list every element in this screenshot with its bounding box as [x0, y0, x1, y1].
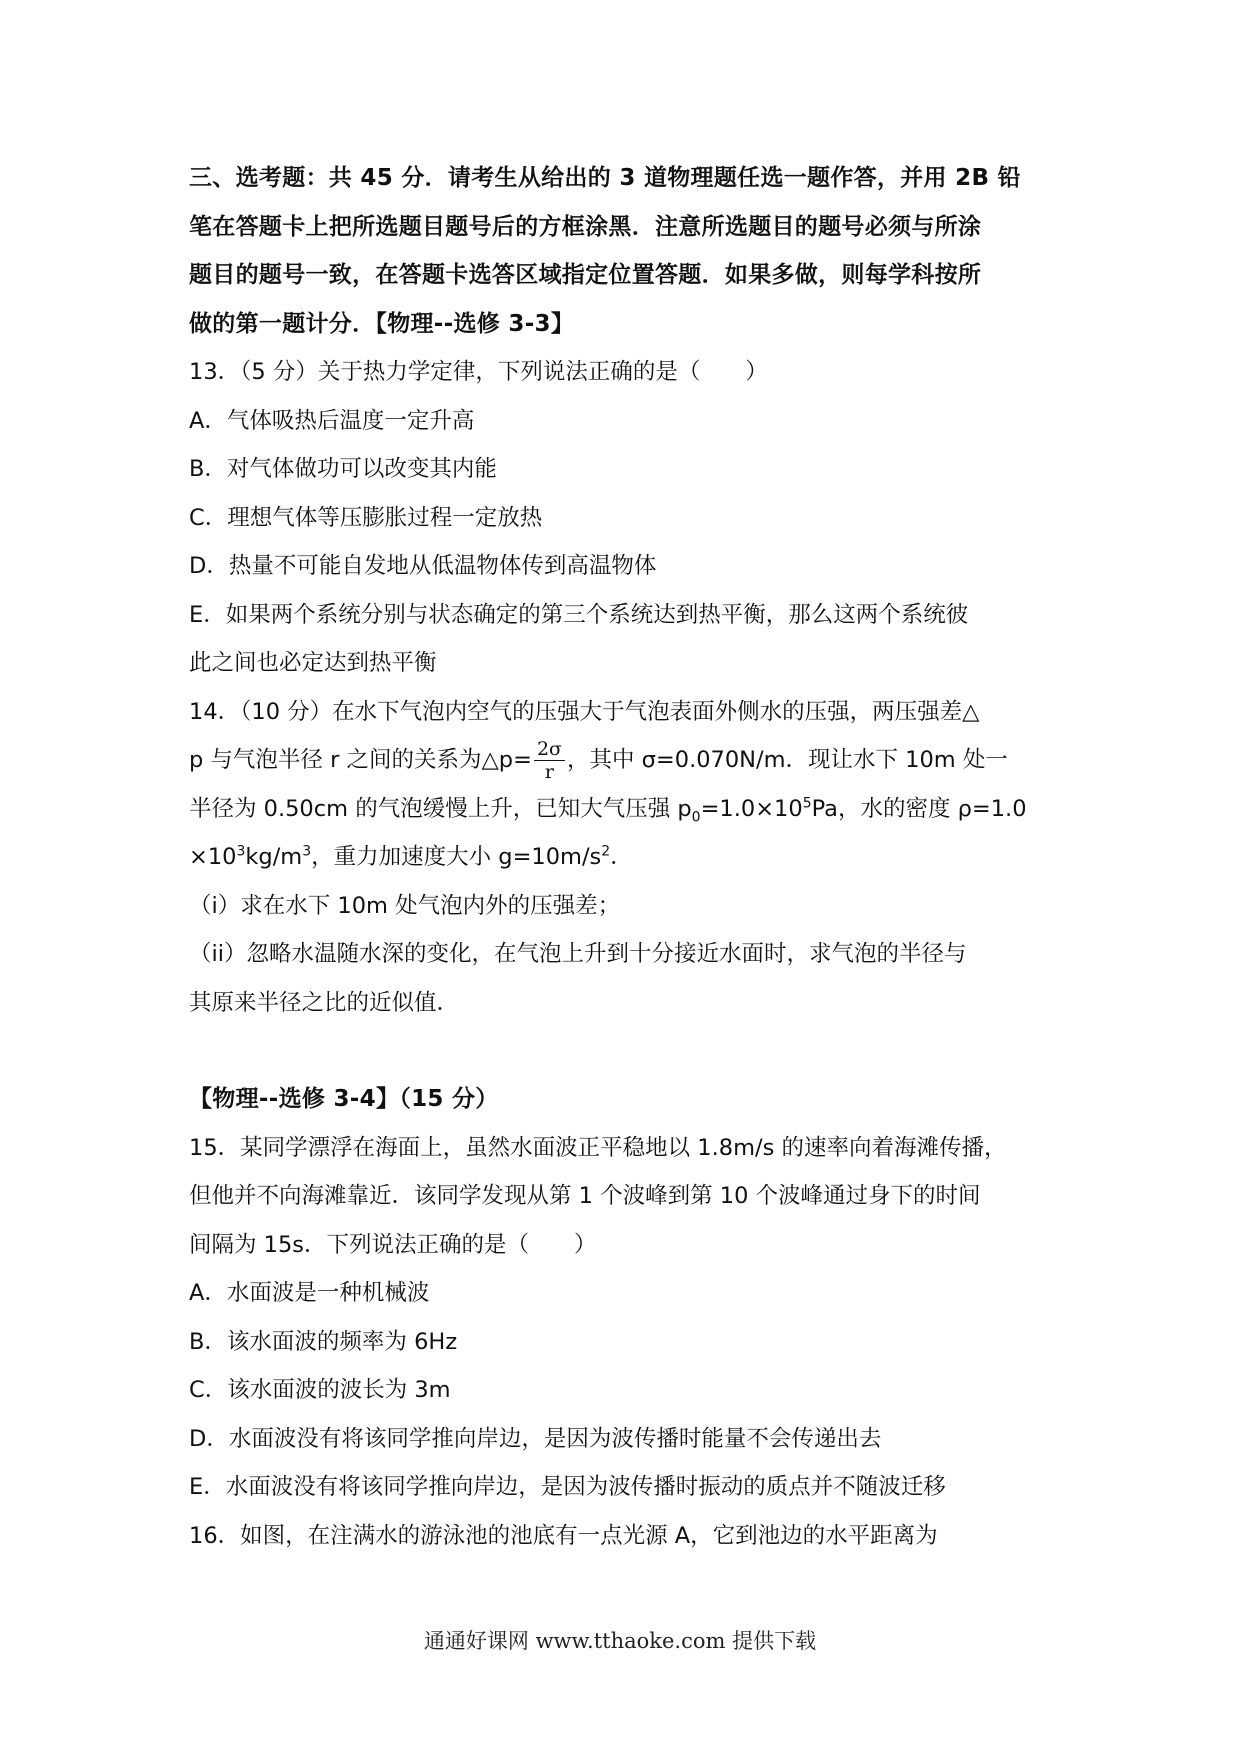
- q14-line-2: [189, 736, 1059, 785]
- q14-line-1: 14．（10 分）在水下气泡内空气的压强大于气泡表面外侧水的压强，两压强差△: [189, 698, 980, 725]
- page-content: [189, 154, 1059, 1560]
- question-13: [189, 348, 1059, 688]
- q13-option-b: B．对气体做功可以改变其内能: [189, 456, 497, 482]
- q14-superscript: 5: [802, 795, 812, 811]
- q15-option-e: E．水面波没有将该同学推向岸边，是因为波传播时振动的质点并不随波迁移: [189, 1474, 946, 1500]
- q14-line-3-c: Pa，水的密度 ρ=1.0: [811, 795, 1027, 822]
- q14-line-2-pre: p 与气泡半径 r 之间的关系为△p=: [189, 747, 532, 773]
- q14-superscript: 3: [302, 843, 312, 860]
- section3-line: 题目的题号一致，在答题卡选答区域指定位置答题．如果多做，则每学科按所: [189, 262, 982, 288]
- question-16: [189, 1512, 1059, 1561]
- section3-line: 三、选考题：共 45 分．请考生从给出的 3 道物理题任选一题作答，并用 2B 铅: [189, 165, 1021, 191]
- q14-sub-i: （i）求在水下 10m 处气泡内外的压强差；: [189, 892, 621, 919]
- q14-sub-ii: （ii）忽略水温随水深的变化，在气泡上升到十分接近水面时，求气泡的半径与: [189, 941, 967, 967]
- q14-subscript: 0: [691, 809, 701, 825]
- q14-superscript: 3: [236, 843, 246, 860]
- fraction-denominator: r: [544, 761, 555, 783]
- q14-line-2-post: ，其中 σ=0.070N/m．现让水下 10m 处一: [567, 747, 1008, 773]
- fraction-numerator: 2σ: [534, 738, 565, 761]
- page-footer: 通通好课网 www.tthaoke.com 提供下载: [423, 1629, 817, 1653]
- q14-line-4: [189, 833, 1059, 882]
- q15-stem: 但他并不向海滩靠近．该同学发现从第 1 个波峰到第 10 个波峰通过身下的时间: [189, 1183, 981, 1209]
- section34-heading-score: （15 分）: [399, 1086, 499, 1112]
- q14-line-3: [189, 785, 1059, 834]
- section-spacer: [189, 1027, 1059, 1075]
- q14-line-4-a: ×10: [189, 844, 237, 870]
- section3-line: 笔在答题卡上把所选题目题号后的方框涂黑．注意所选题目的题号必须与所涂: [189, 213, 982, 240]
- section3-line: 做的第一题计分．【物理--选修 3-3】: [189, 310, 575, 337]
- section34-heading-bold: 【物理--选修 3-4】: [189, 1086, 400, 1112]
- q14-line-4-d: ．: [610, 844, 633, 870]
- q15-stem: 15．某同学漂浮在海面上，虽然水面波正平稳地以 1.8m/s 的速率向着海滩传播，: [189, 1134, 1007, 1161]
- q15-option-d: D．水面波没有将该同学推向岸边，是因为波传播时能量不会传递出去: [189, 1425, 882, 1452]
- q14-sub-ii-cont: 其原来半径之比的近似值．: [189, 989, 460, 1016]
- q15-option-b: B．该水面波的频率为 6Hz: [189, 1328, 458, 1355]
- q13-option-e: E．如果两个系统分别与状态确定的第三个系统达到热平衡，那么这两个系统彼: [189, 601, 969, 628]
- q16-line-1: 16．如图，在注满水的游泳池的池底有一点光源 A，它到池边的水平距离为: [189, 1522, 938, 1549]
- q14-line-3-b: =1.0×10: [700, 795, 803, 822]
- q14-line-3-a: 半径为 0.50cm 的气泡缓慢上升，已知大气压强 p: [189, 795, 692, 822]
- q13-option-c: C．理想气体等压膨胀过程一定放热: [189, 504, 543, 531]
- q15-option-c: C．该水面波的波长为 3m: [189, 1377, 451, 1403]
- section3-instructions: [189, 154, 1059, 348]
- q13-option-e-cont: 此之间也必定达到热平衡: [189, 650, 437, 676]
- question-15: [189, 1124, 1059, 1512]
- q14-line-4-b: kg/m: [245, 844, 303, 870]
- q13-option-d: D．热量不可能自发地从低温物体传到高温物体: [189, 553, 657, 579]
- q14-superscript: 2: [601, 843, 611, 860]
- question-14: [189, 688, 1059, 1028]
- q15-stem: 间隔为 15s．下列说法正确的是（ ）: [189, 1231, 597, 1258]
- q13-stem: 13．（5 分）关于热力学定律，下列说法正确的是（ ）: [189, 359, 768, 385]
- formula-fraction: [534, 738, 565, 783]
- q13-option-a: A．气体吸热后温度一定升高: [189, 407, 475, 434]
- q14-line-4-c: ，重力加速度大小 g=10m/s: [311, 844, 602, 870]
- q15-option-a: A．水面波是一种机械波: [189, 1280, 430, 1306]
- section34-heading: [189, 1075, 1059, 1124]
